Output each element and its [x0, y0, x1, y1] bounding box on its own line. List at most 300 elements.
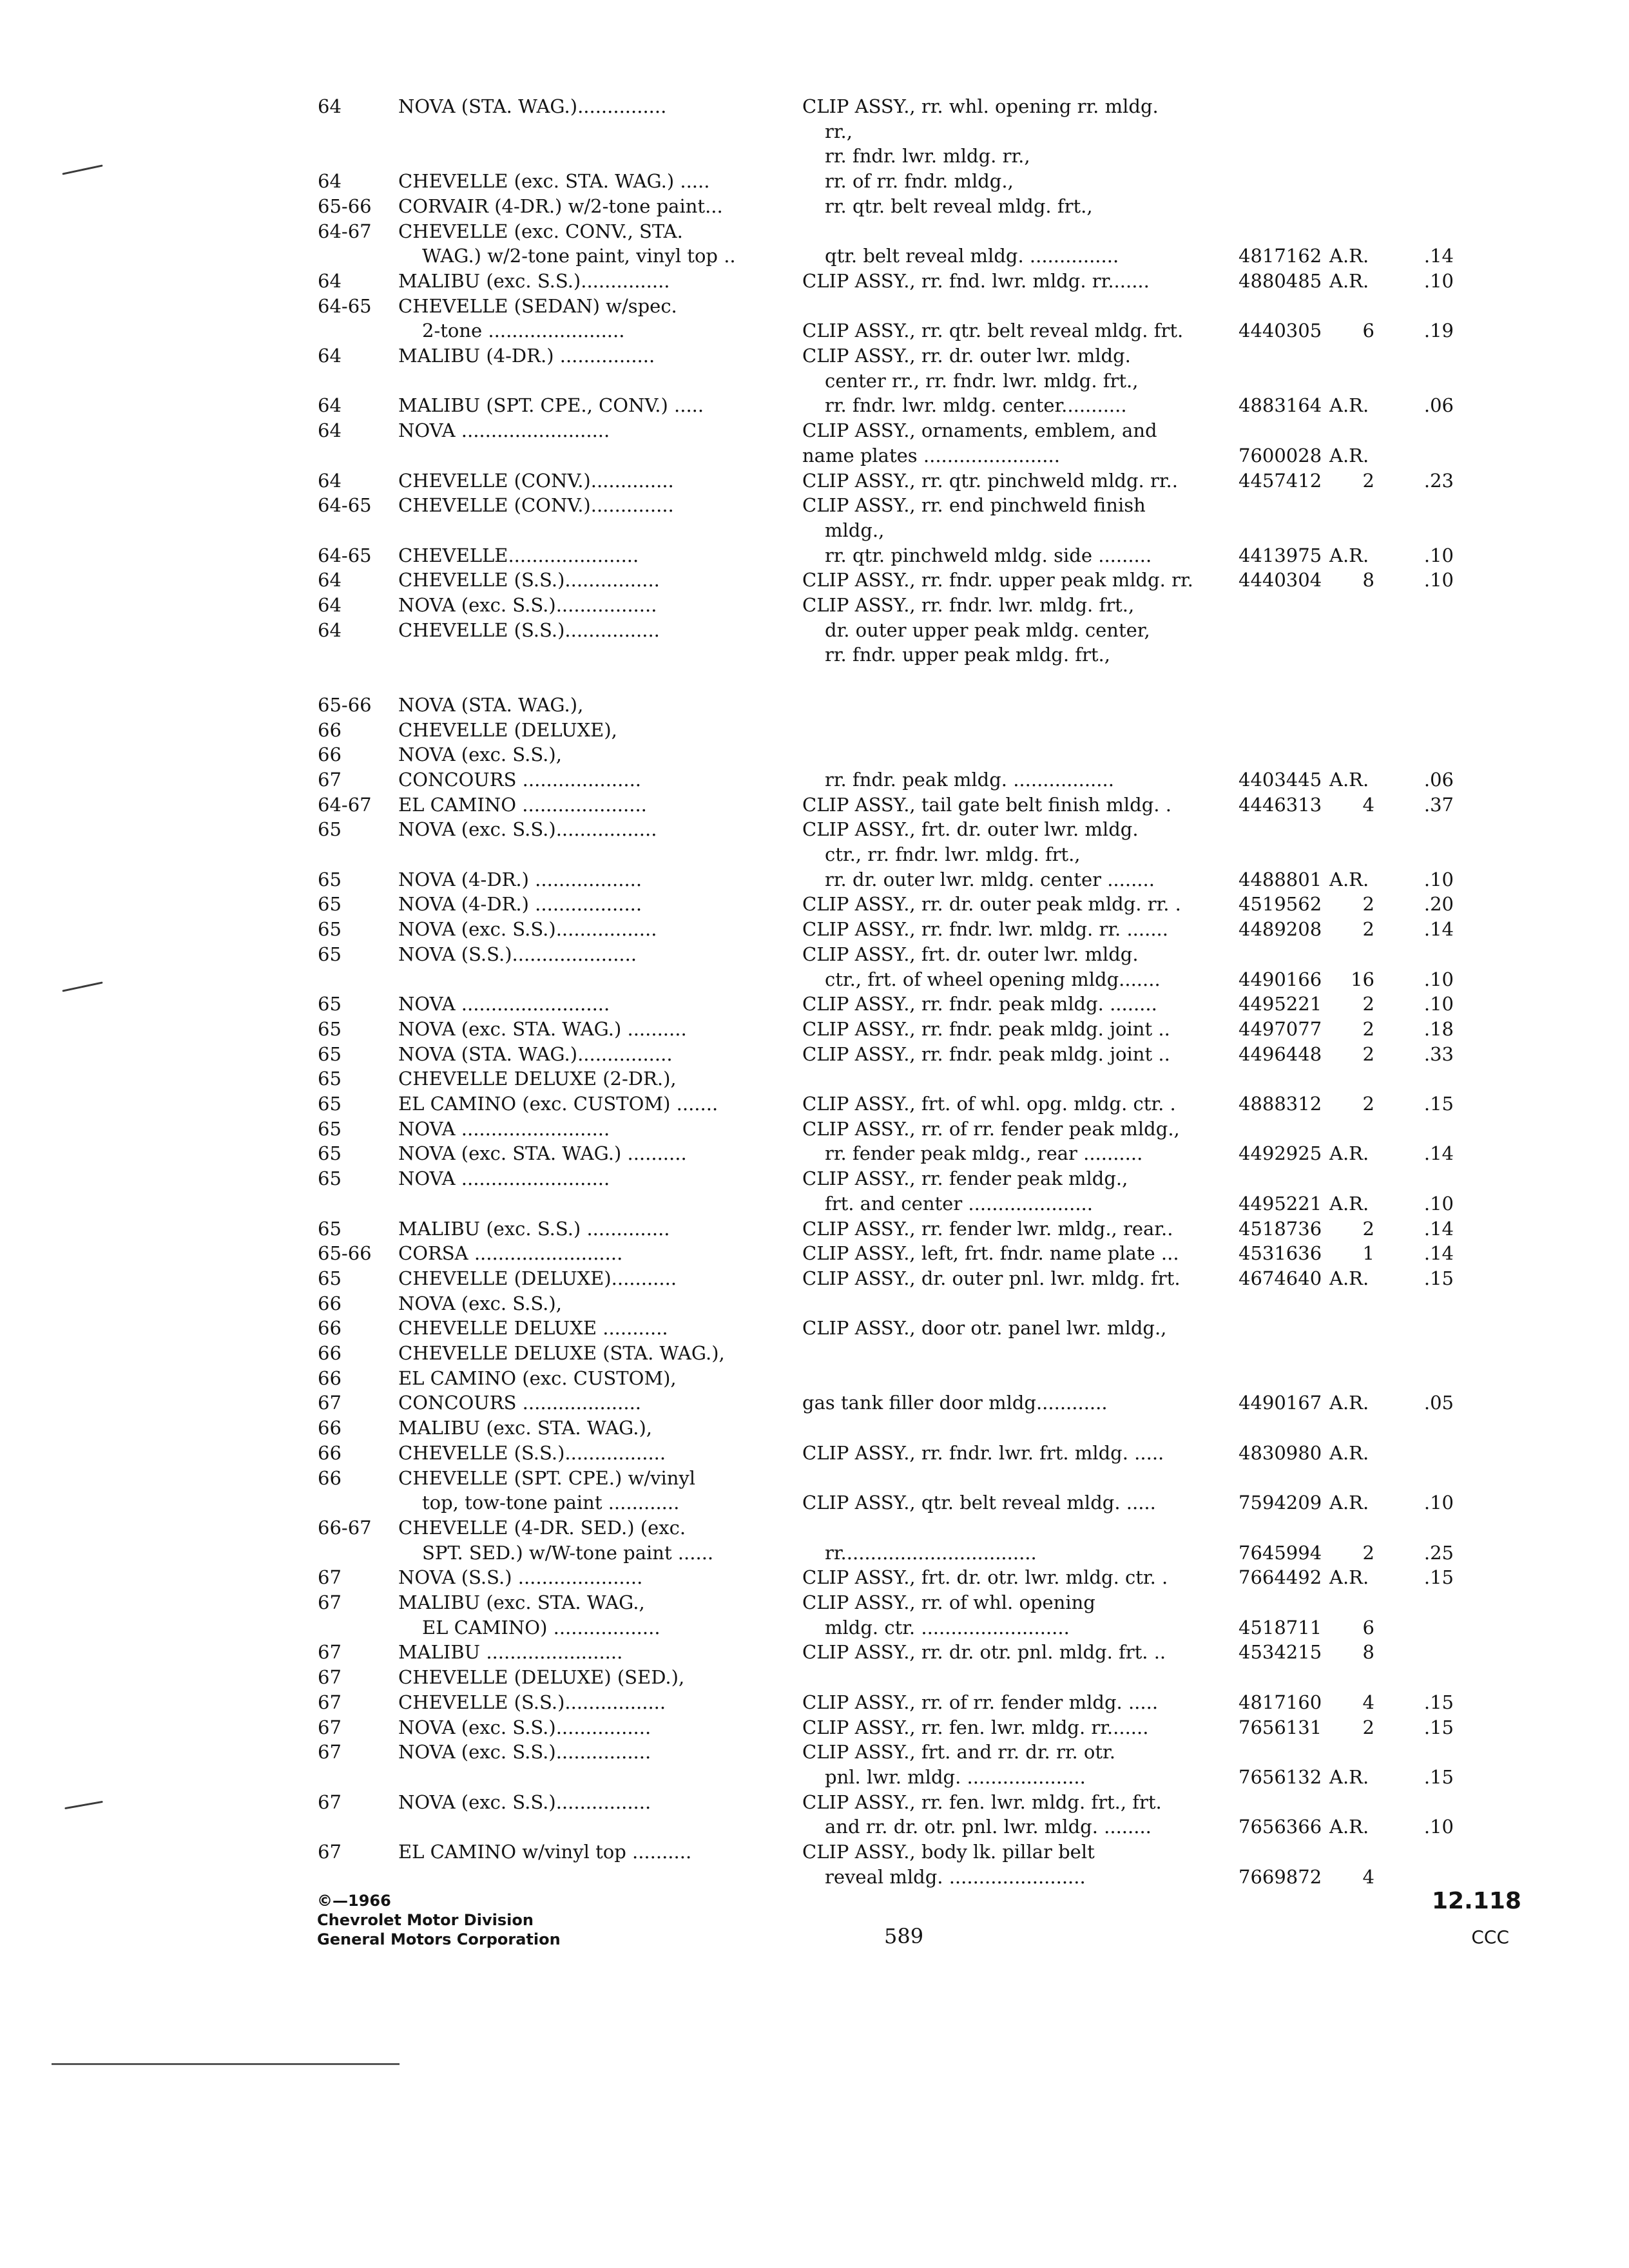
part-number-cell: 4496448 — [1239, 1043, 1322, 1065]
part-number-cell: 4817160 — [1239, 1691, 1322, 1713]
model-cell: NOVA (exc. S.S.)................ — [398, 1791, 651, 1813]
model-cell: CHEVELLE (CONV.).............. — [398, 494, 674, 517]
year-cell: 64 — [318, 394, 342, 417]
description-cell: CLIP ASSY., frt. and rr. dr. rr. otr. — [802, 1741, 1115, 1763]
description-cell: CLIP ASSY., dr. outer pnl. lwr. mldg. frt. — [802, 1267, 1181, 1289]
price-cell: .05 — [1423, 1392, 1454, 1414]
part-number-cell: 7656132 — [1239, 1765, 1322, 1788]
year-cell: 65 — [318, 1168, 342, 1190]
price-cell: .15 — [1423, 1267, 1454, 1289]
description-cell: CLIP ASSY., ornaments, emblem, and — [802, 419, 1157, 442]
year-cell: 65 — [318, 993, 342, 1015]
quantity-cell: 8 — [1362, 1641, 1374, 1664]
model-cell: EL CAMINO (exc. CUSTOM), — [398, 1367, 677, 1389]
model-cell: MALIBU (exc. S.S.) .............. — [398, 1217, 670, 1240]
year-cell: 66 — [318, 1342, 342, 1364]
year-cell: 66 — [318, 1292, 342, 1314]
catalog-row — [0, 1814, 1629, 1840]
part-number-cell: 4830980 — [1239, 1441, 1322, 1464]
quantity-cell: 2 — [1362, 1093, 1374, 1115]
price-cell: .18 — [1423, 1017, 1454, 1040]
copyright-notice: ©—1966 — [317, 1892, 391, 1910]
description-cell: CLIP ASSY., rr. fndr. peak mldg. ........ — [802, 993, 1157, 1015]
description-cell: rr. qtr. pinchweld mldg. side ......... — [825, 544, 1152, 566]
year-cell: 64 — [318, 419, 342, 442]
part-number-cell: 4883164 — [1239, 394, 1322, 417]
quantity-cell: 16 — [1351, 968, 1374, 990]
quantity-cell: 2 — [1362, 993, 1374, 1015]
year-cell: 65 — [318, 1117, 342, 1140]
part-number-cell: 7669872 — [1239, 1865, 1322, 1888]
year-cell: 67 — [318, 1666, 342, 1689]
quantity-cell: 6 — [1362, 1616, 1374, 1639]
year-cell: 65 — [318, 1068, 342, 1090]
catalog-row — [0, 916, 1629, 942]
model-cell: EL CAMINO) .................. — [422, 1616, 660, 1639]
model-cell: CONCOURS .................... — [398, 768, 642, 791]
quantity-cell: A.R. — [1329, 1267, 1369, 1289]
catalog-row — [0, 1166, 1629, 1191]
quantity-cell: 2 — [1362, 1017, 1374, 1040]
quantity-cell: A.R. — [1329, 444, 1369, 466]
description-cell: CLIP ASSY., rr. fndr. peak mldg. joint .. — [802, 1017, 1170, 1040]
catalog-row — [0, 966, 1629, 992]
model-cell: CHEVELLE (exc. STA. WAG.) ..... — [398, 170, 710, 193]
catalog-row — [0, 418, 1629, 443]
year-cell: 64 — [318, 569, 342, 591]
catalog-row — [0, 941, 1629, 967]
catalog-row — [0, 168, 1629, 194]
price-cell: .33 — [1423, 1043, 1454, 1065]
model-cell: NOVA (exc. S.S.), — [398, 744, 562, 766]
description-cell: dr. outer upper peak mldg. center, — [825, 619, 1150, 641]
catalog-row — [0, 392, 1629, 418]
model-cell: CORSA ......................... — [398, 1242, 623, 1265]
year-cell: 66 — [318, 718, 342, 741]
price-cell: .06 — [1423, 768, 1454, 791]
description-cell: rr. fndr. peak mldg. ................. — [825, 768, 1114, 791]
description-cell: CLIP ASSY., rr. whl. opening rr. mldg. — [802, 95, 1159, 117]
catalog-row — [0, 642, 1629, 668]
part-number-cell: 4531636 — [1239, 1242, 1322, 1265]
page-number: 589 — [884, 1924, 924, 1948]
part-number-cell: 7645994 — [1239, 1541, 1322, 1564]
year-cell: 65-66 — [318, 1242, 372, 1265]
description-cell: CLIP ASSY., rr. fndr. upper peak mldg. rr. — [802, 569, 1193, 591]
catalog-row — [0, 742, 1629, 767]
description-cell: CLIP ASSY., rr. qtr. pinchweld mldg. rr.. — [802, 469, 1178, 492]
price-cell: .14 — [1423, 918, 1454, 941]
price-cell: .10 — [1423, 544, 1454, 566]
description-cell: rr. fndr. upper peak mldg. frt., — [825, 644, 1110, 666]
section-code: 12.118 — [1432, 1888, 1521, 1914]
quantity-cell: 2 — [1362, 918, 1374, 941]
model-cell: NOVA (exc. S.S.), — [398, 1292, 562, 1314]
price-cell: .15 — [1423, 1566, 1454, 1589]
catalog-row — [0, 1041, 1629, 1067]
model-cell: MALIBU (exc. S.S.)............... — [398, 269, 670, 292]
price-cell: .10 — [1423, 993, 1454, 1015]
year-cell: 66 — [318, 744, 342, 766]
model-cell: CHEVELLE (CONV.).............. — [398, 469, 674, 492]
catalog-row — [0, 218, 1629, 244]
price-cell: .15 — [1423, 1691, 1454, 1713]
catalog-row — [0, 1490, 1629, 1515]
catalog-row — [0, 1315, 1629, 1341]
part-number-cell: 4490167 — [1239, 1392, 1322, 1414]
part-number-cell: 4534215 — [1239, 1641, 1322, 1664]
year-cell: 65 — [318, 1267, 342, 1289]
quantity-cell: A.R. — [1329, 768, 1369, 791]
description-cell: mldg., — [825, 519, 885, 541]
price-cell: .20 — [1423, 893, 1454, 916]
catalog-row — [0, 268, 1629, 294]
catalog-row — [0, 318, 1629, 343]
model-cell: MALIBU (4-DR.) ................ — [398, 345, 655, 367]
description-cell: rr. dr. outer lwr. mldg. center ........ — [825, 868, 1155, 890]
description-cell: CLIP ASSY., tail gate belt finish mldg. . — [802, 793, 1171, 816]
model-cell: CHEVELLE DELUXE (2-DR.), — [398, 1068, 677, 1090]
model-cell: CONCOURS .................... — [398, 1392, 642, 1414]
year-cell: 64 — [318, 469, 342, 492]
description-cell: ctr., frt. of wheel opening mldg....... — [825, 968, 1161, 990]
part-number-cell: 4440304 — [1239, 569, 1322, 591]
catalog-row — [0, 1864, 1629, 1890]
year-cell: 65-66 — [318, 195, 372, 217]
year-cell: 67 — [318, 1591, 342, 1613]
year-cell: 65 — [318, 943, 342, 965]
quantity-cell: 2 — [1362, 1043, 1374, 1065]
year-cell: 65 — [318, 868, 342, 890]
catalog-row — [0, 1265, 1629, 1291]
quantity-cell: 2 — [1362, 1541, 1374, 1564]
catalog-row — [0, 1191, 1629, 1216]
part-number-cell: 4495221 — [1239, 993, 1322, 1015]
year-cell: 67 — [318, 1741, 342, 1763]
price-cell: .10 — [1423, 968, 1454, 990]
year-cell: 65 — [318, 1093, 342, 1115]
description-cell: rr. fndr. lwr. mldg. center........... — [825, 394, 1127, 417]
description-cell: CLIP ASSY., rr. fndr. lwr. mldg. frt., — [802, 594, 1135, 616]
quantity-cell: 8 — [1362, 569, 1374, 591]
model-cell: CHEVELLE DELUXE (STA. WAG.), — [398, 1342, 725, 1364]
catalog-row — [0, 143, 1629, 169]
catalog-row — [0, 119, 1629, 144]
division-code: CCC — [1471, 1927, 1509, 1948]
description-cell: qtr. belt reveal mldg. ............... — [825, 245, 1119, 267]
catalog-row — [0, 1415, 1629, 1441]
quantity-cell: 2 — [1362, 469, 1374, 492]
part-number-cell: 4440305 — [1239, 320, 1322, 342]
catalog-row — [0, 1465, 1629, 1491]
catalog-row — [0, 1515, 1629, 1541]
description-cell: mldg. ctr. ......................... — [825, 1616, 1070, 1639]
model-cell: MALIBU (SPT. CPE., CONV.) ..... — [398, 394, 704, 417]
year-cell: 67 — [318, 1566, 342, 1589]
year-cell: 66 — [318, 1417, 342, 1439]
price-cell: .15 — [1423, 1716, 1454, 1738]
year-cell: 67 — [318, 1691, 342, 1713]
catalog-row — [0, 1639, 1629, 1665]
catalog-row — [0, 93, 1629, 119]
catalog-row — [0, 1664, 1629, 1690]
model-cell: CORVAIR (4-DR.) w/2-tone paint... — [398, 195, 723, 217]
model-cell: SPT. SED.) w/W-tone paint ...... — [422, 1541, 714, 1564]
description-cell: CLIP ASSY., rr. fender peak mldg., — [802, 1168, 1128, 1190]
model-cell: CHEVELLE (SPT. CPE.) w/vinyl — [398, 1466, 696, 1489]
model-cell: WAG.) w/2-tone paint, vinyl top .. — [422, 245, 736, 267]
part-number-cell: 4495221 — [1239, 1192, 1322, 1215]
year-cell: 64-65 — [318, 494, 372, 517]
model-cell: CHEVELLE (4-DR. SED.) (exc. — [398, 1516, 686, 1539]
description-cell: frt. and center ..................... — [825, 1192, 1093, 1215]
part-number-cell: 7594209 — [1239, 1492, 1322, 1514]
part-number-cell: 4489208 — [1239, 918, 1322, 941]
description-cell: ctr., rr. fndr. lwr. mldg. frt., — [825, 843, 1081, 865]
catalog-row — [0, 1590, 1629, 1615]
part-number-cell: 4519562 — [1239, 893, 1322, 916]
price-cell: .19 — [1423, 320, 1454, 342]
catalog-row — [0, 1739, 1629, 1765]
description-cell: CLIP ASSY., rr. fnd. lwr. mldg. rr....... — [802, 269, 1150, 292]
catalog-row — [0, 492, 1629, 518]
catalog-row — [0, 1116, 1629, 1142]
model-cell: NOVA (exc. S.S.)................. — [398, 594, 657, 616]
model-cell: NOVA (STA. WAG.), — [398, 693, 584, 716]
description-cell: CLIP ASSY., rr. dr. otr. pnl. mldg. frt. .. — [802, 1641, 1166, 1664]
catalog-row — [0, 1365, 1629, 1391]
corporation-name: General Motors Corporation — [317, 1930, 561, 1948]
price-cell: .14 — [1423, 1217, 1454, 1240]
year-cell: 65 — [318, 1142, 342, 1165]
model-cell: CHEVELLE (S.S.)................. — [398, 1441, 666, 1464]
part-number-cell: 4446313 — [1239, 793, 1322, 816]
quantity-cell: 2 — [1362, 1217, 1374, 1240]
scan-edge-line — [52, 2063, 400, 2065]
catalog-row — [0, 243, 1629, 269]
price-cell: .10 — [1423, 569, 1454, 591]
description-cell: and rr. dr. otr. pnl. lwr. mldg. ........ — [825, 1816, 1152, 1838]
quantity-cell: A.R. — [1329, 1566, 1369, 1589]
description-cell: CLIP ASSY., rr. qtr. belt reveal mldg. frt. — [802, 320, 1184, 342]
catalog-row — [0, 717, 1629, 743]
quantity-cell: A.R. — [1329, 269, 1369, 292]
description-cell: CLIP ASSY., frt. dr. otr. lwr. mldg. ctr. . — [802, 1566, 1168, 1589]
model-cell: EL CAMINO ..................... — [398, 793, 647, 816]
catalog-row — [0, 1839, 1629, 1865]
catalog-row — [0, 767, 1629, 793]
catalog-row — [0, 1715, 1629, 1740]
part-number-cell: 4497077 — [1239, 1017, 1322, 1040]
part-number-cell: 4888312 — [1239, 1093, 1322, 1115]
year-cell: 64 — [318, 594, 342, 616]
year-cell: 64 — [318, 95, 342, 117]
year-cell: 64-67 — [318, 793, 372, 816]
year-cell: 66 — [318, 1466, 342, 1489]
quantity-cell: A.R. — [1329, 1492, 1369, 1514]
catalog-row — [0, 1291, 1629, 1316]
model-cell: CHEVELLE DELUXE ........... — [398, 1317, 668, 1340]
catalog-row — [0, 1764, 1629, 1790]
quantity-cell: A.R. — [1329, 868, 1369, 890]
catalog-row — [0, 1340, 1629, 1366]
description-cell: CLIP ASSY., body lk. pillar belt — [802, 1841, 1095, 1863]
part-number-cell: 7600028 — [1239, 444, 1322, 466]
model-cell: CHEVELLE (S.S.)................ — [398, 569, 660, 591]
catalog-row — [0, 667, 1629, 693]
quantity-cell: A.R. — [1329, 1765, 1369, 1788]
description-cell: reveal mldg. ....................... — [825, 1865, 1086, 1888]
year-cell: 64 — [318, 345, 342, 367]
price-cell: .14 — [1423, 1142, 1454, 1165]
catalog-row — [0, 1216, 1629, 1242]
description-cell: CLIP ASSY., rr. fen. lwr. mldg. frt., frt. — [802, 1791, 1162, 1813]
model-cell: CHEVELLE (S.S.)................. — [398, 1691, 666, 1713]
model-cell: NOVA (exc. STA. WAG.) .......... — [398, 1142, 687, 1165]
year-cell: 67 — [318, 1716, 342, 1738]
catalog-row — [0, 1091, 1629, 1117]
catalog-row — [0, 1390, 1629, 1416]
model-cell: NOVA ......................... — [398, 419, 610, 442]
description-cell: CLIP ASSY., rr. fndr. lwr. frt. mldg. ..... — [802, 1441, 1164, 1464]
catalog-row — [0, 617, 1629, 643]
division-name: Chevrolet Motor Division — [317, 1911, 534, 1929]
quantity-cell: 6 — [1362, 320, 1374, 342]
year-cell: 67 — [318, 768, 342, 791]
year-cell: 66 — [318, 1317, 342, 1340]
price-cell: .14 — [1423, 1242, 1454, 1265]
model-cell: CHEVELLE (DELUXE) (SED.), — [398, 1666, 685, 1689]
model-cell: NOVA ......................... — [398, 1117, 610, 1140]
catalog-row — [0, 891, 1629, 917]
catalog-row — [0, 293, 1629, 319]
year-cell: 65-66 — [318, 693, 372, 716]
price-cell: .37 — [1423, 793, 1454, 816]
quantity-cell: 2 — [1362, 1716, 1374, 1738]
quantity-cell: 1 — [1362, 1242, 1374, 1265]
year-cell: 66 — [318, 1441, 342, 1464]
catalog-row — [0, 1066, 1629, 1091]
description-cell: gas tank filler door mldg............ — [802, 1392, 1108, 1414]
model-cell: EL CAMINO (exc. CUSTOM) ....... — [398, 1093, 718, 1115]
catalog-row — [0, 692, 1629, 718]
model-cell: NOVA (STA. WAG.)................ — [398, 1043, 673, 1065]
catalog-row — [0, 1564, 1629, 1590]
part-number-cell: 7664492 — [1239, 1566, 1322, 1589]
description-cell: CLIP ASSY., rr. of rr. fender peak mldg., — [802, 1117, 1180, 1140]
description-cell: rr., — [825, 120, 853, 142]
description-cell: CLIP ASSY., rr. end pinchweld finish — [802, 494, 1146, 517]
quantity-cell: A.R. — [1329, 1392, 1369, 1414]
description-cell: rr. qtr. belt reveal mldg. frt., — [825, 195, 1093, 217]
quantity-cell: A.R. — [1329, 245, 1369, 267]
quantity-cell: A.R. — [1329, 1441, 1369, 1464]
catalog-row — [0, 368, 1629, 394]
model-cell: CHEVELLE (DELUXE)........... — [398, 1267, 677, 1289]
catalog-row — [0, 1240, 1629, 1266]
description-cell: CLIP ASSY., rr. fndr. lwr. mldg. rr. ....... — [802, 918, 1168, 941]
model-cell: MALIBU (exc. STA. WAG., — [398, 1591, 645, 1613]
description-cell: CLIP ASSY., rr. fen. lwr. mldg. rr....... — [802, 1716, 1149, 1738]
description-cell: name plates ....................... — [802, 444, 1060, 466]
description-cell: CLIP ASSY., frt. of whl. opg. mldg. ctr. . — [802, 1093, 1176, 1115]
catalog-row — [0, 443, 1629, 468]
quantity-cell: 4 — [1362, 793, 1374, 816]
year-cell: 64-65 — [318, 294, 372, 317]
quantity-cell: A.R. — [1329, 394, 1369, 417]
catalog-row — [0, 991, 1629, 1017]
catalog-row — [0, 841, 1629, 867]
part-number-cell: 4403445 — [1239, 768, 1322, 791]
part-number-cell: 4817162 — [1239, 245, 1322, 267]
description-cell: CLIP ASSY., rr. dr. outer peak mldg. rr. . — [802, 893, 1181, 916]
description-cell: CLIP ASSY., frt. dr. outer lwr. mldg. — [802, 943, 1139, 965]
model-cell: NOVA (exc. STA. WAG.) .......... — [398, 1017, 687, 1040]
part-number-cell: 7656366 — [1239, 1816, 1322, 1838]
price-cell: .23 — [1423, 469, 1454, 492]
part-number-cell: 4413975 — [1239, 544, 1322, 566]
description-cell: CLIP ASSY., qtr. belt reveal mldg. ..... — [802, 1492, 1156, 1514]
model-cell: CHEVELLE (DELUXE), — [398, 718, 617, 741]
model-cell: NOVA ......................... — [398, 993, 610, 1015]
model-cell: NOVA (4-DR.) .................. — [398, 893, 642, 916]
year-cell: 64 — [318, 619, 342, 641]
description-cell: CLIP ASSY., left, frt. fndr. name plate ... — [802, 1242, 1179, 1265]
description-cell: rr................................. — [825, 1541, 1037, 1564]
model-cell: EL CAMINO w/vinyl top .......... — [398, 1841, 692, 1863]
description-cell: center rr., rr. fndr. lwr. mldg. frt., — [825, 369, 1139, 392]
model-cell: top, tow-tone paint ............ — [422, 1492, 680, 1514]
description-cell: CLIP ASSY., door otr. panel lwr. mldg., — [802, 1317, 1167, 1340]
description-cell: CLIP ASSY., rr. fndr. peak mldg. joint .. — [802, 1043, 1170, 1065]
catalog-row — [0, 592, 1629, 618]
model-cell: CHEVELLE...................... — [398, 544, 639, 566]
model-cell: NOVA (exc. S.S.)................. — [398, 918, 657, 941]
model-cell: NOVA (STA. WAG.)............... — [398, 95, 667, 117]
catalog-row — [0, 468, 1629, 494]
price-cell: .06 — [1423, 394, 1454, 417]
description-cell: CLIP ASSY., rr. of rr. fender mldg. ..... — [802, 1691, 1159, 1713]
year-cell: 67 — [318, 1641, 342, 1664]
description-cell: CLIP ASSY., rr. dr. outer lwr. mldg. — [802, 345, 1131, 367]
year-cell: 64 — [318, 170, 342, 193]
year-cell: 65 — [318, 918, 342, 941]
catalog-row — [0, 543, 1629, 568]
model-cell: CHEVELLE (S.S.)................ — [398, 619, 660, 641]
catalog-row — [0, 193, 1629, 219]
description-cell: CLIP ASSY., rr. fender lwr. mldg., rear.. — [802, 1217, 1173, 1240]
year-cell: 66 — [318, 1367, 342, 1389]
catalog-row — [0, 567, 1629, 593]
price-cell: .10 — [1423, 1816, 1454, 1838]
quantity-cell: A.R. — [1329, 1816, 1369, 1838]
part-number-cell: 4492925 — [1239, 1142, 1322, 1165]
part-number-cell: 4488801 — [1239, 868, 1322, 890]
catalog-row — [0, 1615, 1629, 1640]
year-cell: 65 — [318, 893, 342, 916]
quantity-cell: 4 — [1362, 1691, 1374, 1713]
quantity-cell: A.R. — [1329, 1142, 1369, 1165]
description-cell: rr. fndr. lwr. mldg. rr., — [825, 145, 1030, 168]
price-cell: .15 — [1423, 1093, 1454, 1115]
quantity-cell: A.R. — [1329, 1192, 1369, 1215]
price-cell: .10 — [1423, 1492, 1454, 1514]
part-number-cell: 4518736 — [1239, 1217, 1322, 1240]
price-cell: .10 — [1423, 868, 1454, 890]
model-cell: NOVA (S.S.) ..................... — [398, 1566, 643, 1589]
year-cell: 67 — [318, 1841, 342, 1863]
catalog-row — [0, 517, 1629, 543]
